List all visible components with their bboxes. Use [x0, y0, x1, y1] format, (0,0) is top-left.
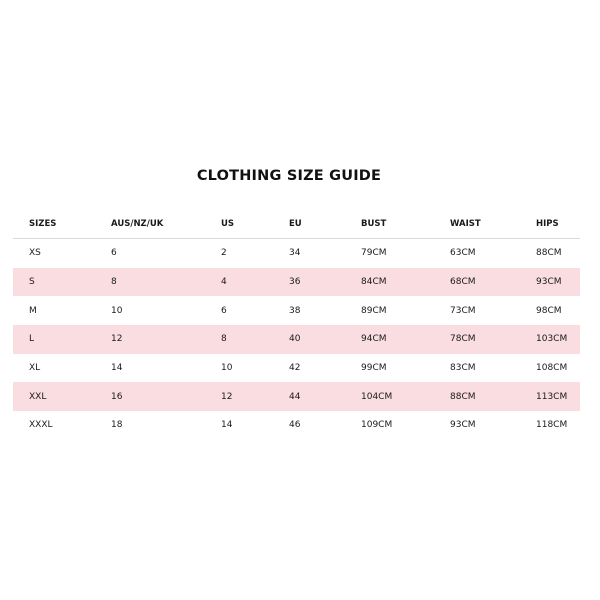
cell-hips: 93CM — [536, 277, 562, 288]
table-row-xxxl — [13, 411, 580, 440]
column-header-us: US — [221, 218, 235, 229]
cell-size: XS — [29, 248, 41, 259]
cell-waist: 73CM — [450, 305, 476, 316]
cell-eu: 46 — [289, 420, 301, 431]
cell-aus-nz-uk: 8 — [111, 277, 117, 288]
cell-eu: 36 — [289, 277, 301, 288]
cell-eu: 40 — [289, 334, 301, 345]
cell-aus-nz-uk: 6 — [111, 248, 117, 259]
cell-bust: 79CM — [361, 248, 387, 259]
table-row-m — [13, 296, 580, 325]
table-row-xl — [13, 354, 580, 383]
cell-waist: 78CM — [450, 334, 476, 345]
cell-bust: 109CM — [361, 420, 393, 431]
cell-bust: 84CM — [361, 277, 387, 288]
cell-aus-nz-uk: 12 — [111, 334, 123, 345]
cell-bust: 104CM — [361, 391, 393, 402]
cell-eu: 34 — [289, 248, 301, 259]
cell-eu: 38 — [289, 305, 301, 316]
column-header-eu: EU — [289, 218, 302, 229]
cell-bust: 89CM — [361, 305, 387, 316]
table-header-row — [13, 209, 580, 239]
cell-size: XL — [29, 363, 41, 374]
cell-size: M — [29, 305, 37, 316]
cell-us: 4 — [221, 277, 227, 288]
cell-us: 2 — [221, 248, 227, 259]
cell-waist: 68CM — [450, 277, 476, 288]
column-header-hips: HIPS — [536, 218, 559, 229]
cell-size: XXL — [29, 391, 47, 402]
cell-size: L — [29, 334, 35, 345]
size-guide-table — [13, 209, 580, 440]
column-header-sizes: SIZES — [29, 218, 57, 229]
cell-hips: 88CM — [536, 248, 562, 259]
cell-eu: 44 — [289, 391, 301, 402]
cell-waist: 88CM — [450, 391, 476, 402]
cell-us: 10 — [221, 363, 233, 374]
table-row-xs — [13, 239, 580, 268]
column-header-waist: WAIST — [450, 218, 481, 229]
cell-aus-nz-uk: 16 — [111, 391, 123, 402]
table-row-xxl — [13, 382, 580, 411]
cell-waist: 83CM — [450, 363, 476, 374]
cell-eu: 42 — [289, 363, 301, 374]
cell-hips: 113CM — [536, 391, 568, 402]
cell-us: 12 — [221, 391, 233, 402]
cell-waist: 63CM — [450, 248, 476, 259]
cell-hips: 98CM — [536, 305, 562, 316]
table-row-s — [13, 268, 580, 297]
column-header-bust: BUST — [361, 218, 387, 229]
cell-us: 6 — [221, 305, 227, 316]
cell-aus-nz-uk: 10 — [111, 305, 123, 316]
cell-hips: 118CM — [536, 420, 568, 431]
cell-us: 14 — [221, 420, 233, 431]
cell-hips: 103CM — [536, 334, 568, 345]
cell-bust: 99CM — [361, 363, 387, 374]
cell-aus-nz-uk: 14 — [111, 363, 123, 374]
page-title: CLOTHING SIZE GUIDE — [196, 168, 382, 184]
cell-us: 8 — [221, 334, 227, 345]
cell-size: XXXL — [29, 420, 53, 431]
cell-waist: 93CM — [450, 420, 476, 431]
cell-aus-nz-uk: 18 — [111, 420, 123, 431]
cell-size: S — [29, 277, 35, 288]
table-row-l — [13, 325, 580, 354]
column-header-aus-nz-uk: AUS/NZ/UK — [111, 218, 164, 229]
cell-bust: 94CM — [361, 334, 387, 345]
cell-hips: 108CM — [536, 363, 568, 374]
